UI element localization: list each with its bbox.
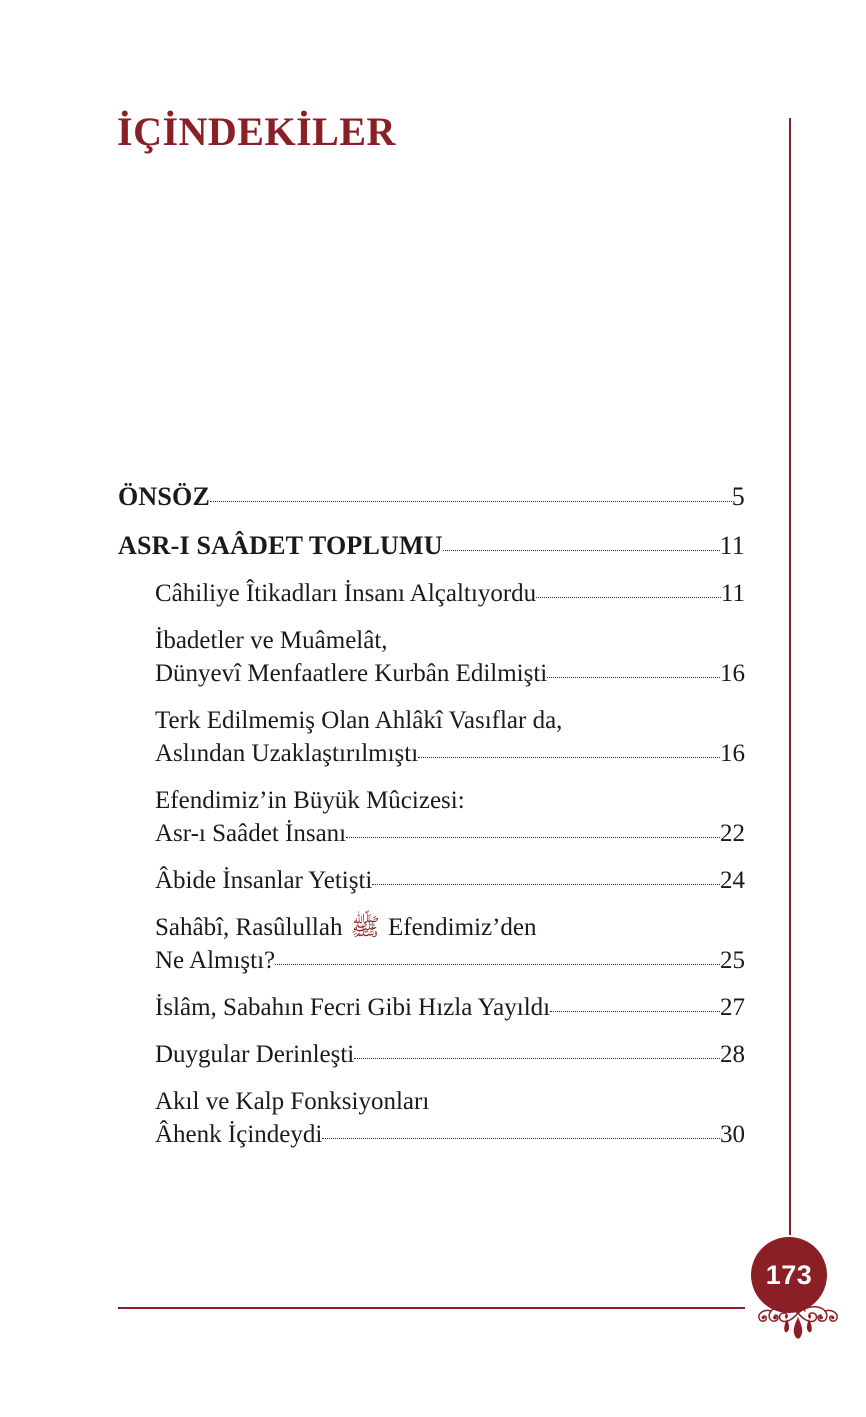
toc-entry-line	[0, 660, 866, 688]
toc-entry-line	[0, 1121, 866, 1149]
toc-entry-line	[0, 820, 866, 848]
dotted-leader	[354, 1046, 720, 1062]
page-number-badge: 173	[751, 1237, 827, 1313]
toc-page-number: 28	[720, 1041, 745, 1068]
toc-entry-line	[0, 482, 866, 512]
toc-page-number: 5	[731, 482, 745, 511]
toc-entry-label: İbadetler ve Muâmelât,	[155, 627, 388, 654]
toc-entry-line	[0, 867, 866, 895]
dotted-leader	[562, 712, 745, 728]
toc-entry[interactable]	[0, 580, 866, 608]
toc-page-number: 16	[720, 660, 745, 687]
dotted-leader	[275, 952, 720, 968]
dotted-leader	[322, 1126, 720, 1142]
toc-entry-line	[0, 707, 866, 735]
toc-page-number: 24	[720, 867, 745, 894]
toc-entry-label: Asr-ı Saâdet İnsanı	[155, 820, 347, 847]
toc-entry-label: ÖNSÖZ	[118, 482, 211, 511]
dotted-leader	[547, 665, 720, 681]
toc-page-number: 22	[720, 820, 745, 847]
toc-entry[interactable]	[0, 914, 866, 975]
toc-entry-label: Akıl ve Kalp Fonksiyonları	[155, 1088, 430, 1115]
toc-entry-label: Âhenk İçindeydi	[155, 1121, 323, 1148]
toc-entry-label: İslâm, Sabahın Fecri Gibi Hızla Yayıldı	[155, 994, 551, 1021]
dotted-leader	[210, 489, 732, 505]
toc-entry-label: Dünyevî Menfaatlere Kurbân Edilmişti	[155, 660, 548, 687]
toc-entry[interactable]	[0, 707, 866, 768]
toc-entry[interactable]	[0, 531, 866, 561]
dotted-leader	[388, 632, 745, 648]
toc-entry-line	[0, 947, 866, 975]
toc-entry-line	[0, 914, 866, 942]
toc-page-number: 11	[720, 580, 745, 607]
sallallahu-glyph-icon: ﷺ	[350, 913, 380, 941]
dotted-leader	[465, 792, 745, 808]
dotted-leader	[550, 999, 720, 1015]
toc-entry-label: Ne Almıştı?	[155, 947, 276, 974]
toc-entry-label: ASR-I SAÂDET TOPLUMU	[118, 531, 443, 560]
toc-page-number: 27	[720, 994, 745, 1021]
toc-entry[interactable]	[0, 1088, 866, 1149]
toc-entry-line	[0, 627, 866, 655]
toc-entry-line	[0, 740, 866, 768]
toc-entry-line	[0, 787, 866, 815]
dotted-leader	[443, 538, 720, 554]
toc-entry-label: Âbide İnsanlar Yetişti	[155, 867, 373, 894]
toc-entry[interactable]	[0, 482, 866, 512]
toc-entry-label: Efendimiz’in Büyük Mûcizesi:	[155, 787, 465, 814]
dotted-leader	[536, 585, 721, 601]
toc-entry-label: Duygular Derinleşti	[155, 1041, 355, 1068]
toc-page-number: 16	[720, 740, 745, 767]
dotted-leader	[429, 1093, 745, 1109]
toc-entry-line	[0, 1041, 866, 1069]
toc-page-number: 11	[719, 531, 745, 560]
toc-entry-label: Terk Edilmemiş Olan Ahlâkî Vasıflar da,	[155, 707, 563, 734]
table-of-contents	[0, 482, 866, 1149]
toc-entry-line	[0, 531, 866, 561]
toc-entry-label: Câhiliye Îtikadları İnsanı Alçaltıyordu	[155, 580, 537, 607]
toc-page-number: 25	[720, 947, 745, 974]
toc-entry-label: Sahâbî, Rasûlullah ﷺ Efendimiz’den	[155, 913, 537, 941]
toc-entry[interactable]	[0, 867, 866, 895]
dotted-leader	[418, 745, 720, 761]
floral-flourish-ornament	[748, 1297, 848, 1349]
toc-entry[interactable]	[0, 994, 866, 1022]
toc-entry[interactable]	[0, 1041, 866, 1069]
dotted-leader	[346, 825, 720, 841]
toc-entry[interactable]	[0, 627, 866, 688]
dotted-leader	[537, 919, 745, 935]
dotted-leader	[372, 872, 720, 888]
toc-entry-line	[0, 1088, 866, 1116]
toc-entry-line	[0, 580, 866, 608]
toc-entry-line	[0, 994, 866, 1022]
horizontal-accent-rule	[118, 1307, 745, 1309]
page-title: İÇİNDEKİLER	[117, 109, 396, 154]
toc-entry[interactable]	[0, 787, 866, 848]
toc-entry-label: Aslından Uzaklaştırılmıştı	[155, 740, 419, 767]
toc-page-number: 30	[720, 1121, 745, 1148]
